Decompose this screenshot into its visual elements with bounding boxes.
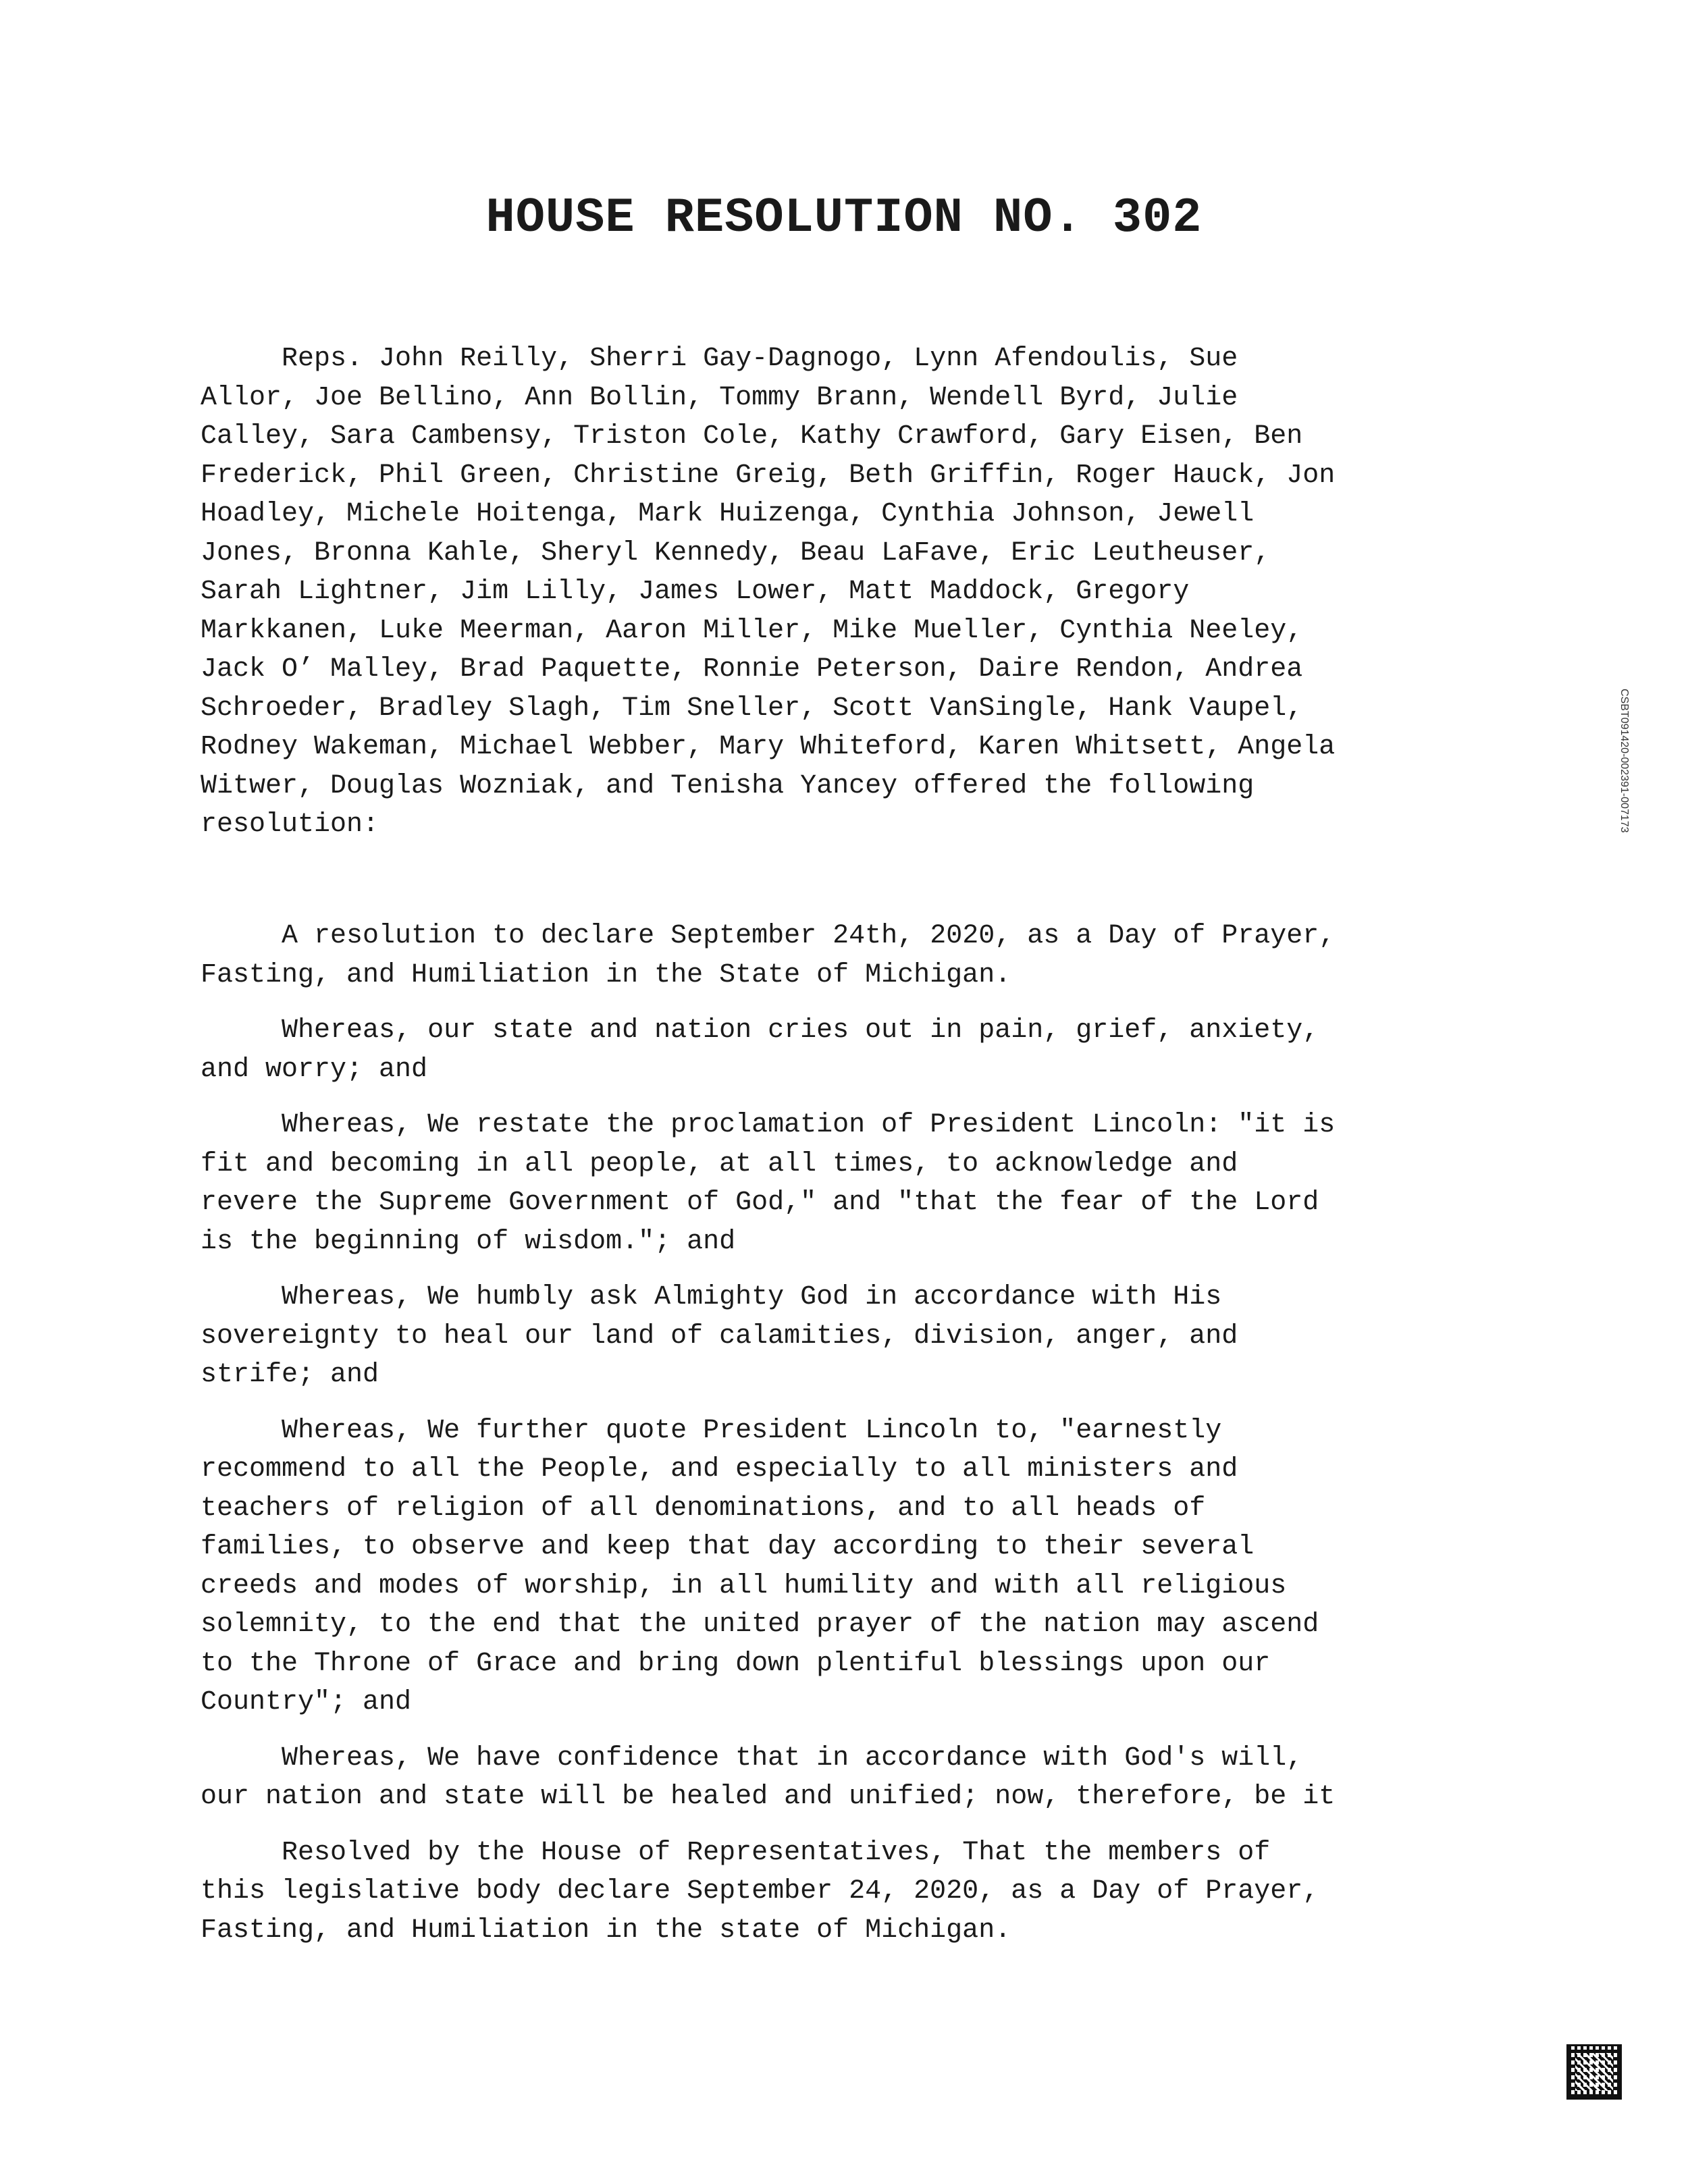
whereas-paragraph-5: Whereas, We have confidence that in accordance with God's will, our nation and state will be healed and unified; now, therefore, be it [201, 1742, 1336, 1812]
document-title: HOUSE RESOLUTION NO. 302 [485, 190, 1203, 246]
document-id-code: CSBT091420-002391-007173 [1618, 689, 1630, 833]
whereas-paragraph-1: Whereas, our state and nation cries out in pain, grief, anxiety, and worry; and [201, 1015, 1319, 1085]
resolved-paragraph: Resolved by the House of Representatives, That the members of this legislative body declare September 24, 2020, as a Day of Prayer, Fasting, and Humiliation in the state of Michigan. [201, 1837, 1319, 1946]
whereas-paragraph-3: Whereas, We humbly ask Almighty God in accordance with His sovereignty to heal our land of calamities, division, anger, and strife; and [201, 1282, 1238, 1390]
qr-code-icon [1566, 2044, 1622, 2100]
sponsors-paragraph: Reps. John Reilly, Sherri Gay-Dagnogo, Lynn Afendoulis, Sue Allor, Joe Bellino, Ann Bollin, Tommy Brann, Wendell Byrd, Julie Calley, Sara Cambensy, Triston Cole, Kathy Crawford, Gary Eisen, Ben Frederick, Phil Green, Christine Greig, Beth Griffin, Roger Hauck, Jon Hoadley, Michele Hoitenga, Mark Huizenga, Cynthia Johnson, Jewell Jones, Bronna Kahle, Sheryl Kennedy, Beau LaFave, Eric Leutheuser, Sarah Lightner, Jim Lilly, James Lower, Matt Maddock, Gregory Markkanen, Luke Meerman, Aaron Miller, Mike Mueller, Cynthia Neeley, Jack O’ Malley, Brad Paquette, Ronnie Peterson, Daire Rendon, Andrea Schroeder, Bradley Slagh, Tim Sneller, Scott VanSingle, Hank Vaupel, Rodney Wakeman, Michael Webber, Mary Whiteford, Karen Whitsett, Angela Witwer, Douglas Wozniak, and Tenisha Yancey offered the following resolution: [201, 344, 1336, 840]
whereas-paragraph-4: Whereas, We further quote President Lincoln to, "earnestly recommend to all the People, and especially to all ministers and teachers of religion of all denominations, and to all heads of families, to observe and keep that day according to their several creeds and modes of worship, in all humility and with all religious solemnity, to the end that the united prayer of the nation may ascend to the Throne of Grace and bring down plentiful blessings upon our Country"; and [201, 1415, 1319, 1717]
whereas-paragraph-2: Whereas, We restate the proclamation of President Lincoln: "it is fit and becoming in all people, at all times, to acknowledge and revere the Supreme Government of God," and "that the fear of the Lord is the beginning of wisdom."; and [201, 1110, 1336, 1257]
resolution-purpose-paragraph: A resolution to declare September 24th, 2020, as a Day of Prayer, Fasting, and Humiliation in the State of Michigan. [201, 921, 1336, 990]
resolution-body [201, 917, 1497, 1967]
